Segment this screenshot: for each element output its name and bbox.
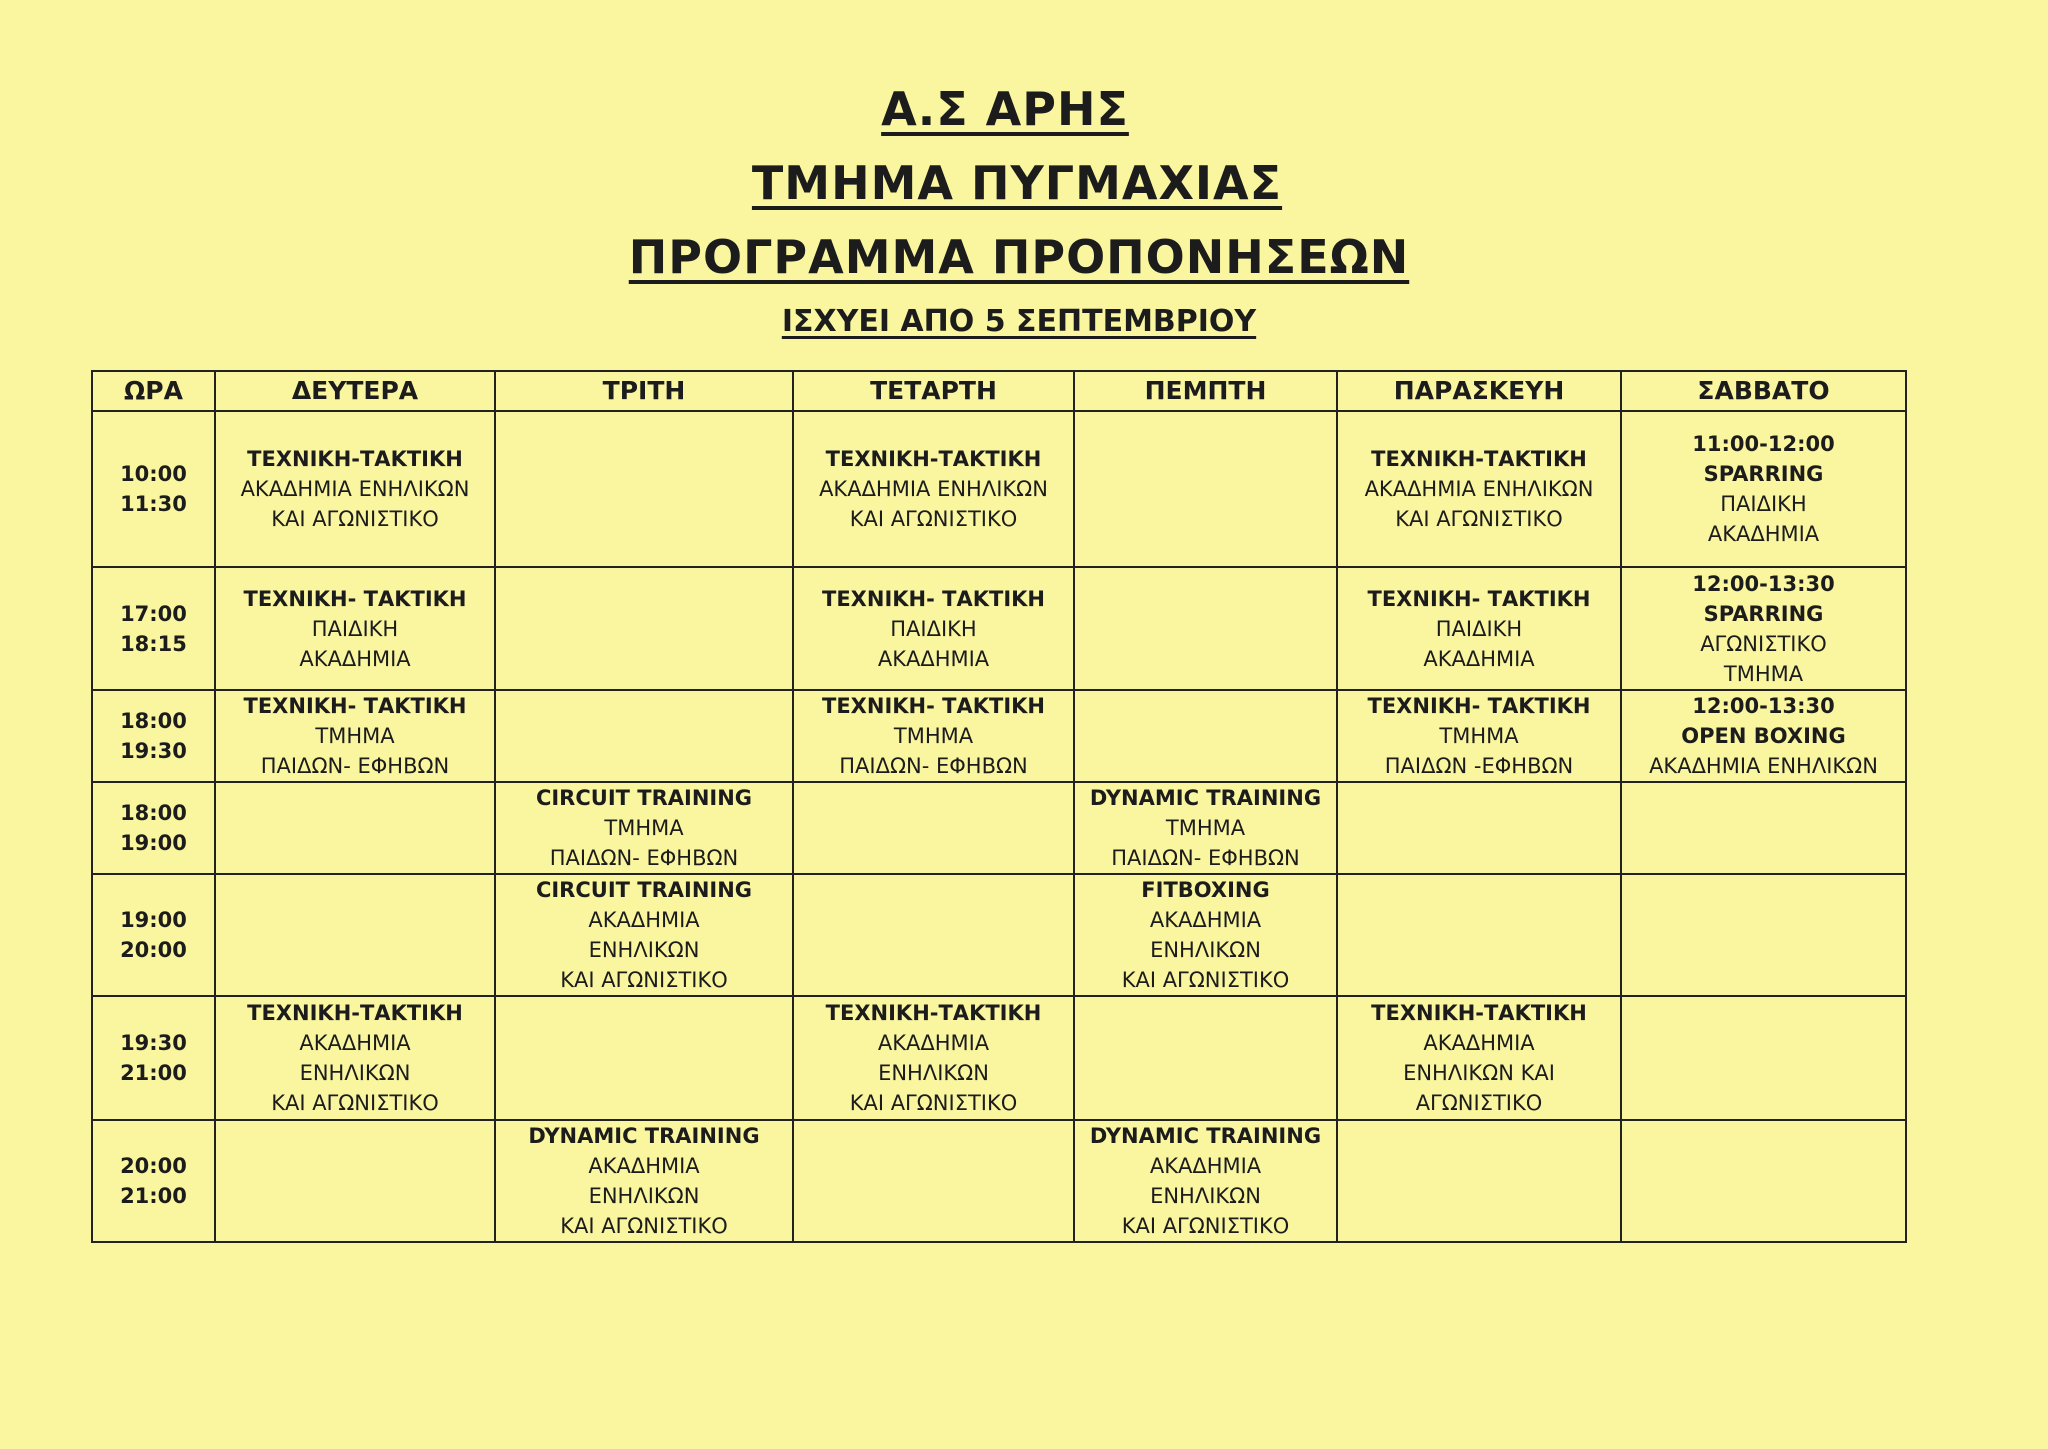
session-cell-tuesday [495,996,793,1120]
session-detail: ΚΑΙ ΑΓΩΝΙΣΤΙΚΟ [1121,968,1290,992]
session-cell-friday [1337,411,1621,567]
session-cell-thursday [1074,1120,1337,1242]
session-cell-friday [1337,996,1621,1120]
session-cell-wednesday [793,782,1074,874]
session-cell-wednesday [793,411,1074,567]
session-cell-thursday [1074,782,1337,874]
time-cell [92,996,215,1120]
session-detail: ΠΑΙΔΙΚΗ [1720,492,1807,516]
time-end: 21:00 [120,1184,187,1208]
session-title: ΤΕΧΝΙΚΗ- ΤΑΚΤΙΚΗ [1367,586,1591,611]
session-detail: ΤΜΗΜΑ [893,724,974,748]
session-title: ΤΕΧΝΙΚΗ-ΤΑΚΤΙΚΗ [1371,447,1587,471]
table-row [92,782,1906,874]
session-detail: ΚΑΙ ΑΓΩΝΙΣΤΙΚΟ [271,507,439,531]
col-header-wednesday: ΤΕΤΑΡΤΗ [793,371,1074,411]
time-cell [92,1120,215,1242]
session-cell-thursday [1074,874,1337,996]
session-detail: ΕΝΗΛΙΚΩΝ ΚΑΙ [1403,1061,1555,1085]
department-title: ΤΜΗΜΑ ΠΥΓΜΑΧΙΑΣ [751,156,1283,210]
time-start: 10:00 [120,462,187,486]
session-title: DYNAMIC TRAINING [1089,1124,1322,1148]
table-row [92,411,1906,567]
session-detail: ΑΚΑΔΗΜΙΑ ΕΝΗΛΙΚΩΝ [1649,754,1878,778]
time-end: 18:15 [120,631,187,656]
session-detail: ΑΚΑΔΗΜΙΑ [299,646,411,671]
session-cell-saturday [1621,1120,1906,1242]
session-detail: ΑΚΑΔΗΜΙΑ [588,1154,700,1178]
table-row [92,1120,1906,1242]
session-cell-friday [1337,874,1621,996]
session-cell-saturday [1621,411,1906,567]
col-header-saturday: ΣΑΒΒΑΤΟ [1621,371,1906,411]
session-title: ΤΕΧΝΙΚΗ- ΤΑΚΤΙΚΗ [822,694,1045,718]
session-cell-tuesday [495,411,793,567]
session-cell-friday [1337,690,1621,782]
session-cell-wednesday [793,567,1074,690]
session-detail: ΑΚΑΔΗΜΙΑ [588,908,700,932]
time-start: 17:00 [120,601,187,626]
schedule-table [91,370,1907,1243]
session-cell-monday [215,567,495,690]
session-cell-tuesday [495,567,793,690]
time-start: 19:30 [120,1031,187,1055]
session-title: ΤΕΧΝΙΚΗ-ΤΑΚΤΙΚΗ [825,1001,1042,1025]
session-cell-monday [215,1120,495,1242]
session-detail: SPARRING [1703,462,1824,486]
session-detail: ΚΑΙ ΑΓΩΝΙΣΤΙΚΟ [849,507,1018,531]
session-title: DYNAMIC TRAINING [1089,786,1322,810]
session-cell-saturday [1621,996,1906,1120]
table-row [92,690,1906,782]
session-cell-wednesday [793,690,1074,782]
session-detail: ΑΚΑΔΗΜΙΑ [877,646,990,671]
session-detail: ΕΝΗΛΙΚΩΝ [1150,1184,1261,1208]
session-detail: ΕΝΗΛΙΚΩΝ [588,938,700,962]
session-detail: OPEN BOXING [1681,724,1846,748]
session-detail: ΚΑΙ ΑΓΩΝΙΣΤΙΚΟ [1121,1214,1290,1238]
time-end: 20:00 [120,938,187,962]
session-detail: ΕΝΗΛΙΚΩΝ [299,1061,411,1085]
session-cell-tuesday [495,690,793,782]
session-cell-saturday [1621,782,1906,874]
session-detail: SPARRING [1703,601,1824,626]
session-detail: ΑΓΩΝΙΣΤΙΚΟ [1700,631,1827,656]
session-title: CIRCUIT TRAINING [535,878,753,902]
session-cell-monday [215,996,495,1120]
session-title: ΤΕΧΝΙΚΗ-ΤΑΚΤΙΚΗ [825,447,1042,471]
session-cell-tuesday [495,782,793,874]
session-detail: ΤΜΗΜΑ [1723,661,1804,686]
session-cell-friday [1337,567,1621,690]
session-detail: ΑΚΑΔΗΜΙΑ ΕΝΗΛΙΚΩΝ [819,477,1048,501]
time-start: 18:00 [120,801,187,825]
session-title: 12:00-13:30 [1692,571,1835,596]
session-cell-monday [215,690,495,782]
col-header-thursday: ΠΕΜΠΤΗ [1074,371,1337,411]
session-title: ΤΕΧΝΙΚΗ-ΤΑΚΤΙΚΗ [1371,1001,1587,1025]
session-detail: ΤΜΗΜΑ [315,724,395,748]
session-detail: ΤΜΗΜΑ [1165,816,1246,840]
session-detail: ΑΚΑΔΗΜΙΑ [299,1031,411,1055]
session-title: 11:00-12:00 [1692,432,1835,456]
session-title: ΤΕΧΝΙΚΗ- ΤΑΚΤΙΚΗ [243,694,467,718]
session-detail: ΠΑΙΔΙΚΗ [890,616,977,641]
session-detail: ΠΑΙΔΩΝ- ΕΦΗΒΩΝ [839,754,1028,778]
document-header [0,72,2048,348]
session-detail: ΕΝΗΛΙΚΩΝ [1150,938,1261,962]
session-detail: ΚΑΙ ΑΓΩΝΙΣΤΙΚΟ [560,1214,728,1238]
session-cell-friday [1337,1120,1621,1242]
session-cell-thursday [1074,690,1337,782]
session-cell-thursday [1074,411,1337,567]
session-cell-thursday [1074,567,1337,690]
session-cell-monday [215,782,495,874]
session-detail: ΑΚΑΔΗΜΙΑ ΕΝΗΛΙΚΩΝ [240,477,470,501]
session-title: FITBOXING [1141,878,1270,902]
session-title: ΤΕΧΝΙΚΗ-ΤΑΚΤΙΚΗ [247,1001,463,1025]
session-detail: ΤΜΗΜΑ [604,816,684,840]
session-detail: ΑΚΑΔΗΜΙΑ [1149,908,1262,932]
session-detail: ΑΚΑΔΗΜΙΑ ΕΝΗΛΙΚΩΝ [1364,477,1594,501]
time-cell [92,690,215,782]
session-detail: ΑΚΑΔΗΜΙΑ [1707,522,1820,546]
session-detail: ΠΑΙΔΙΚΗ [311,616,399,641]
session-detail: ΠΑΙΔΩΝ- ΕΦΗΒΩΝ [260,754,450,778]
session-detail: ΕΝΗΛΙΚΩΝ [878,1061,989,1085]
session-title: ΤΕΧΝΙΚΗ- ΤΑΚΤΙΚΗ [822,586,1045,611]
session-detail: ΚΑΙ ΑΓΩΝΙΣΤΙΚΟ [1395,507,1563,531]
session-detail: ΑΚΑΔΗΜΙΑ [1149,1154,1262,1178]
session-title: ΤΕΧΝΙΚΗ- ΤΑΚΤΙΚΗ [1367,694,1591,718]
table-row [92,874,1906,996]
time-end: 11:30 [120,492,187,516]
session-cell-monday [215,411,495,567]
session-cell-tuesday [495,1120,793,1242]
session-cell-wednesday [793,996,1074,1120]
session-cell-thursday [1074,996,1337,1120]
session-title: DYNAMIC TRAINING [528,1124,760,1148]
session-detail: ΤΜΗΜΑ [1439,724,1519,748]
session-cell-saturday [1621,874,1906,996]
time-end: 19:00 [120,831,187,855]
session-cell-monday [215,874,495,996]
col-header-monday: ΔΕΥΤΕΡΑ [215,371,495,411]
session-cell-wednesday [793,874,1074,996]
session-detail: ΑΚΑΔΗΜΙΑ [1423,646,1535,671]
schedule-body [92,411,1906,1242]
col-header-tuesday: ΤΡΙΤΗ [495,371,793,411]
time-cell [92,782,215,874]
session-title: CIRCUIT TRAINING [535,786,753,810]
time-start: 19:00 [120,908,187,932]
session-title: 12:00-13:30 [1692,694,1835,718]
col-header-time: ΩΡΑ [92,371,215,411]
session-detail: ΠΑΙΔΩΝ- ΕΦΗΒΩΝ [549,846,739,870]
session-detail: ΚΑΙ ΑΓΩΝΙΣΤΙΚΟ [560,968,728,992]
col-header-friday: ΠΑΡΑΣΚΕΥΗ [1337,371,1621,411]
club-title: Α.Σ ΑΡΗΣ [881,82,1129,136]
session-title: ΤΕΧΝΙΚΗ-ΤΑΚΤΙΚΗ [247,447,463,471]
time-end: 19:30 [120,739,187,763]
session-cell-saturday [1621,690,1906,782]
session-detail: ΠΑΙΔΩΝ- ΕΦΗΒΩΝ [1111,846,1300,870]
effective-date: ΙΣΧΥΕΙ ΑΠΟ 5 ΣΕΠΤΕΜΒΡΙΟΥ [781,304,1257,339]
session-cell-friday [1337,782,1621,874]
session-title: ΤΕΧΝΙΚΗ- ΤΑΚΤΙΚΗ [243,586,467,611]
session-detail: ΑΚΑΔΗΜΙΑ [877,1031,990,1055]
time-start: 18:00 [120,709,187,733]
session-detail: ΕΝΗΛΙΚΩΝ [588,1184,700,1208]
time-start: 20:00 [120,1154,187,1178]
table-row [92,567,1906,690]
session-detail: ΑΓΩΝΙΣΤΙΚΟ [1415,1091,1543,1115]
schedule-title: ΠΡΟΓΡΑΜΜΑ ΠΡΟΠΟΝΗΣΕΩΝ [628,230,1410,284]
session-cell-saturday [1621,567,1906,690]
session-cell-tuesday [495,874,793,996]
session-detail: ΚΑΙ ΑΓΩΝΙΣΤΙΚΟ [849,1091,1018,1115]
session-detail: ΠΑΙΔΙΚΗ [1435,616,1523,641]
time-cell [92,411,215,567]
header-row [92,371,1906,411]
session-detail: ΚΑΙ ΑΓΩΝΙΣΤΙΚΟ [271,1091,439,1115]
time-cell [92,567,215,690]
table-row [92,996,1906,1120]
session-cell-wednesday [793,1120,1074,1242]
time-cell [92,874,215,996]
session-detail: ΑΚΑΔΗΜΙΑ [1423,1031,1535,1055]
time-end: 21:00 [120,1061,187,1085]
session-detail: ΠΑΙΔΩΝ -ΕΦΗΒΩΝ [1384,754,1574,778]
